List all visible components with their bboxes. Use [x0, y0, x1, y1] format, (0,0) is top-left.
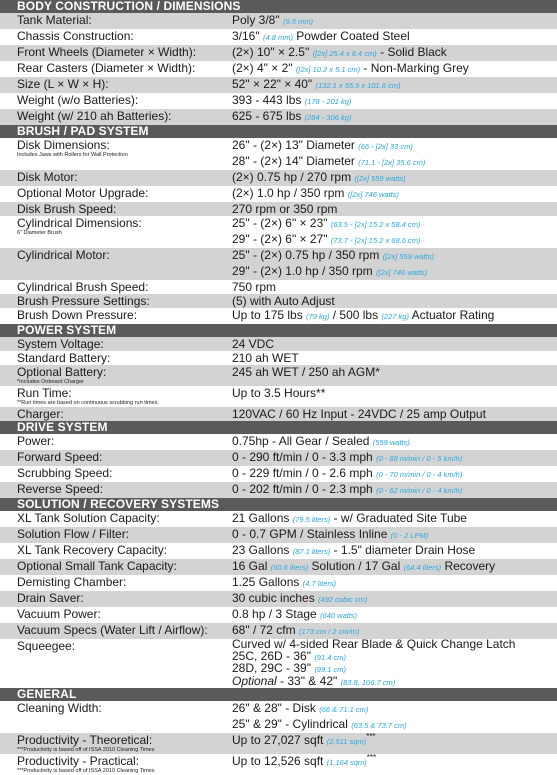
spec-row: [0, 337, 557, 351]
spec-label-cell: [0, 591, 232, 605]
spec-value-cell: [232, 434, 557, 450]
spec-value-text: 393 - 443 lbs: [232, 93, 305, 107]
spec-label: Weight (w/o Batteries):: [17, 93, 139, 107]
metric-conversion: ([2x] 25.4 x 6.4 cm): [312, 49, 377, 58]
spec-value-line: [232, 607, 557, 623]
spec-value-text: ***: [366, 732, 376, 741]
spec-value-text: 25" - (2×) 0.75 hp / 350 rpm: [232, 248, 383, 262]
metric-conversion: (64.4 liters): [403, 563, 442, 572]
spec-value-text: (5) with Auto Adjust: [232, 294, 335, 308]
spec-footnote: *Includes Onboard Charger: [17, 379, 84, 385]
spec-label-cell: [0, 186, 232, 200]
spec-label: Disk Brush Speed:: [17, 202, 117, 216]
spec-row: [0, 365, 557, 386]
spec-row: [0, 754, 557, 775]
spec-label: Brush Down Pressure:: [17, 308, 138, 322]
spec-label-cell: [0, 407, 232, 421]
spec-row: [0, 450, 557, 466]
spec-label-cell: [0, 138, 232, 159]
spec-value-text: 245 ah WET / 250 ah AGM*: [232, 365, 380, 379]
spec-label-cell: [0, 45, 232, 59]
metric-conversion: ([2x] 10.2 x 5.1 cm): [295, 65, 361, 74]
metric-conversion: ([2x] 746 watts): [376, 268, 428, 277]
metric-conversion: (640 watts): [320, 611, 358, 620]
spec-value-text: 210 ah WET: [232, 351, 299, 365]
spec-value-text: 25C, 26D - 36": [232, 648, 315, 663]
spec-value-line: [232, 337, 557, 351]
spec-value-cell: [232, 754, 557, 770]
spec-value-text: Powder Coated Steel: [292, 29, 410, 43]
spec-label: Forward Speed:: [17, 450, 103, 464]
spec-value-cell: [232, 607, 557, 623]
metric-conversion: (79 kg): [306, 312, 330, 321]
spec-value-text: 1.25 Gallons: [232, 575, 303, 589]
spec-value-cell: [232, 45, 557, 61]
spec-row: [0, 482, 557, 498]
spec-value-line: [232, 264, 557, 280]
spec-label-cell: [0, 575, 232, 589]
spec-label-cell: [0, 248, 232, 262]
spec-value-text: Up to 3.5 Hours**: [232, 386, 326, 400]
spec-label-cell: [0, 93, 232, 107]
spec-footnote: Includes Jaws with Rollers for Wall Protection: [17, 152, 128, 158]
spec-label: Disk Dimensions:: [17, 138, 110, 152]
spec-label-cell: [0, 639, 232, 653]
spec-row: [0, 138, 557, 170]
spec-value-line: [232, 482, 557, 498]
spec-value-text: 270 rpm or 350 rpm: [232, 202, 338, 216]
spec-value-text: Up to 12,526 sqft: [232, 754, 327, 768]
metric-conversion: (227 kg): [381, 312, 409, 321]
spec-value-line: [232, 93, 557, 109]
spec-value-text: ***: [366, 753, 377, 762]
spec-label-cell: [0, 623, 232, 637]
spec-label-cell: [0, 351, 232, 365]
spec-label: Drain Saver:: [17, 591, 84, 605]
spec-label-cell: [0, 466, 232, 480]
spec-footnote: ***Productivity is based off of ISSA 2010 Cleaning Times: [17, 747, 155, 753]
spec-label: Charger:: [17, 407, 64, 421]
metric-conversion: (63.5 & 73.7 cm): [351, 721, 407, 730]
spec-label: Scrubbing Speed:: [17, 466, 113, 480]
spec-value-text: 28" - (2×) 14" Diameter: [232, 154, 359, 168]
spec-row: [0, 308, 557, 324]
spec-value-cell: [232, 386, 557, 400]
spec-row: [0, 61, 557, 77]
spec-row: [0, 559, 557, 575]
spec-label: Solution Flow / Filter:: [17, 527, 130, 541]
spec-label: Cylindrical Dimensions:: [17, 216, 142, 230]
spec-value-line: [232, 248, 557, 264]
metric-conversion: ([2x] 559 watts): [382, 252, 434, 261]
spec-value-text: / 500 lbs: [329, 308, 382, 322]
spec-label-cell: [0, 170, 232, 184]
metric-conversion: (178 - 201 kg): [304, 97, 352, 106]
spec-value-line: [232, 450, 557, 466]
spec-value-line: [232, 351, 557, 365]
spec-value-text: Up to 27,027 sqft: [232, 733, 327, 747]
spec-row: [0, 607, 557, 623]
metric-conversion: (60.6 liters): [270, 563, 309, 572]
metric-conversion: (132.1 x 55.9 x 101.6 cm): [315, 81, 401, 90]
spec-value-text: 26" - (2×) 13" Diameter: [232, 138, 359, 152]
spec-value-cell: [232, 77, 557, 93]
spec-value-line: [232, 13, 557, 29]
spec-value-line: [232, 77, 557, 93]
spec-value-line: [232, 717, 557, 733]
spec-label: Front Wheels (Diameter × Width):: [17, 45, 197, 59]
spec-row: [0, 407, 557, 421]
spec-value-line: [232, 733, 557, 749]
spec-value-text: 750 rpm: [232, 280, 277, 294]
metric-conversion: (99.1 cm): [314, 665, 346, 674]
spec-value-line: [232, 29, 557, 45]
metric-conversion: (1,164 sqm): [326, 758, 367, 767]
spec-value-cell: [232, 93, 557, 109]
spec-value-text: Optional: [232, 673, 277, 688]
spec-label: Standard Battery:: [17, 351, 111, 365]
spec-value-line: [232, 138, 557, 154]
spec-value-cell: [232, 466, 557, 482]
spec-value-text: 0 - 202 ft/min / 0 - 2.3 mph: [232, 482, 377, 496]
spec-row: [0, 543, 557, 559]
metric-conversion: (71.1 - [2x] 35.6 cm): [358, 158, 426, 167]
spec-label-cell: [0, 29, 232, 43]
spec-label: Demisting Chamber:: [17, 575, 127, 589]
spec-row: [0, 280, 557, 294]
spec-label-cell: [0, 308, 232, 322]
spec-value-cell: [232, 591, 557, 607]
spec-value-text: 625 - 675 lbs: [232, 109, 305, 123]
spec-value-text: Curved w/ 4-sided Rear Blade & Quick Change Latch: [232, 637, 516, 651]
spec-label-cell: [0, 482, 232, 496]
spec-row: [0, 186, 557, 202]
metric-conversion: (66 - [2x] 33 cm): [358, 142, 413, 151]
spec-value-cell: [232, 13, 557, 29]
spec-value-text: (2×) 0.75 hp / 270 rpm: [232, 170, 355, 184]
spec-value-cell: [232, 170, 557, 186]
spec-value-line: [232, 202, 557, 216]
spec-label-cell: [0, 13, 232, 27]
spec-value-cell: [232, 29, 557, 45]
spec-value-line: [232, 109, 557, 125]
spec-row: [0, 170, 557, 186]
spec-label: Cylindrical Brush Speed:: [17, 280, 149, 294]
spec-row: [0, 216, 557, 248]
spec-value-text: 0 - 229 ft/min / 0 - 2.6 mph: [232, 466, 377, 480]
spec-value-line: [232, 559, 557, 575]
spec-value-text: Up to 175 lbs: [232, 308, 307, 322]
spec-label: System Voltage:: [17, 337, 104, 351]
section-header: SOLUTION / RECOVERY SYSTEMS: [0, 498, 557, 511]
spec-value-text: 26" & 28" - Disk: [232, 701, 320, 715]
spec-value-cell: [232, 365, 557, 379]
spec-row: [0, 45, 557, 61]
spec-label: Optional Battery:: [17, 365, 107, 379]
section-header: BODY CONSTRUCTION / DIMENSIONS: [0, 0, 557, 13]
spec-value-text: (2×) 4" × 2": [232, 61, 296, 75]
spec-value-cell: [232, 407, 557, 421]
spec-value-cell: [232, 280, 557, 294]
spec-value-line: [232, 511, 557, 527]
metric-conversion: (492 cubic cm): [318, 595, 368, 604]
metric-conversion: (4.7 liters): [302, 579, 337, 588]
spec-row: [0, 77, 557, 93]
spec-label-cell: [0, 511, 232, 525]
spec-value-text: 16 Gal: [232, 559, 271, 573]
spec-value-line: [232, 591, 557, 607]
spec-value-line: [232, 232, 557, 248]
section-header: POWER SYSTEM: [0, 324, 557, 337]
spec-value-text: - Solid Black: [376, 45, 447, 59]
spec-value-cell: [232, 639, 557, 688]
spec-value-line: [232, 527, 557, 543]
spec-value-text: 0.8 hp / 3 Stage: [232, 607, 321, 621]
spec-value-cell: [232, 186, 557, 202]
spec-value-text: 25" - (2×) 6" × 23": [232, 216, 331, 230]
spec-label-cell: [0, 434, 232, 448]
spec-value-line: [232, 701, 557, 717]
spec-footnote: ***Productivity is based off of ISSA 2010 Cleaning Times: [17, 768, 155, 774]
metric-conversion: (559 watts): [372, 438, 410, 447]
spec-value-line: [232, 386, 557, 400]
spec-value-line: [232, 186, 557, 202]
spec-value-line: [232, 294, 557, 308]
metric-conversion: (284 - 306 kg): [304, 113, 352, 122]
spec-label: Size (L × W × H):: [17, 77, 109, 91]
spec-value-line: [232, 543, 557, 559]
spec-label: Productivity - Practical:: [17, 754, 140, 768]
spec-value-text: 29" - (2×) 6" × 27": [232, 232, 331, 246]
spec-row: [0, 202, 557, 216]
spec-label: Squeegee:: [17, 639, 76, 653]
metric-conversion: (0 - 62 m/min / 0 - 4 km/h): [376, 486, 463, 495]
spec-label: Tank Material:: [17, 13, 92, 27]
spec-label: XL Tank Recovery Capacity:: [17, 543, 168, 557]
spec-value-line: [232, 466, 557, 482]
spec-label-cell: [0, 607, 232, 621]
metric-conversion: (66 & 71.1 cm): [319, 705, 369, 714]
section-header: DRIVE SYSTEM: [0, 421, 557, 434]
spec-row: [0, 575, 557, 591]
spec-value-text: 120VAC / 60 Hz Input - 24VDC / 25 amp Output: [232, 407, 486, 421]
metric-conversion: (2,511 sqm): [326, 737, 367, 746]
spec-row: [0, 386, 557, 407]
spec-value-text: - w/ Graduated Site Tube: [330, 511, 467, 525]
spec-value-cell: [232, 701, 557, 733]
metric-conversion: (83.8, 106.7 cm): [340, 677, 396, 687]
spec-value-cell: [232, 202, 557, 216]
spec-label: Optional Small Tank Capacity:: [17, 559, 177, 573]
spec-row: [0, 109, 557, 125]
spec-value-text: 25" & 29" - Cylindrical: [232, 717, 352, 731]
metric-conversion: (0 - 2 LPM): [390, 531, 429, 540]
spec-value-line: [232, 61, 557, 77]
spec-label-cell: [0, 216, 232, 237]
spec-value-text: 52" × 22" × 40": [232, 77, 316, 91]
spec-label-cell: [0, 701, 232, 715]
spec-value-line: [232, 308, 557, 324]
spec-label: Weight (w/ 210 ah Batteries):: [17, 109, 172, 123]
spec-value-cell: [232, 61, 557, 77]
spec-value-cell: [232, 351, 557, 365]
spec-value-line: [232, 575, 557, 591]
spec-row: [0, 248, 557, 280]
spec-value-text: 0.75hp - All Gear / Sealed: [232, 434, 373, 448]
spec-value-line: [232, 154, 557, 170]
spec-row: [0, 93, 557, 109]
spec-value-text: - 33" & 42": [276, 673, 341, 688]
spec-value-cell: [232, 248, 557, 280]
spec-label-cell: [0, 202, 232, 216]
spec-row: [0, 639, 557, 688]
spec-value-cell: [232, 109, 557, 125]
spec-value-text: 23 Gallons: [232, 543, 293, 557]
spec-label: Cleaning Width:: [17, 701, 102, 715]
spec-label-cell: [0, 77, 232, 91]
spec-value-line: [232, 365, 557, 379]
spec-label: Run Time:: [17, 386, 72, 400]
spec-row: [0, 733, 557, 754]
spec-value-text: (2×) 1.0 hp / 350 rpm: [232, 186, 348, 200]
spec-label-cell: [0, 543, 232, 557]
spec-value-text: Actuator Rating: [408, 308, 495, 322]
spec-row: [0, 351, 557, 365]
spec-value-line: [232, 754, 557, 770]
spec-value-line: [232, 216, 557, 232]
spec-row: [0, 29, 557, 45]
spec-label: Reverse Speed:: [17, 482, 104, 496]
spec-value-cell: [232, 527, 557, 543]
spec-value-cell: [232, 337, 557, 351]
spec-label: Brush Pressure Settings:: [17, 294, 150, 308]
spec-value-line: [232, 45, 557, 61]
spec-label: Power:: [17, 434, 55, 448]
spec-value-text: 0 - 0.7 GPM / Stainless Inline: [232, 527, 391, 541]
metric-conversion: ([2x] 746 watts): [347, 190, 400, 199]
spec-value-cell: [232, 138, 557, 170]
metric-conversion: (9.5 mm): [282, 17, 313, 26]
metric-conversion: (4.8 mm): [262, 33, 293, 42]
spec-label: Optional Motor Upgrade:: [17, 186, 149, 200]
spec-value-line: [232, 280, 557, 294]
spec-row: [0, 434, 557, 450]
section-header: BRUSH / PAD SYSTEM: [0, 125, 557, 138]
spec-value-cell: [232, 216, 557, 248]
spec-value-text: 28D, 29C - 39": [232, 661, 315, 675]
section-header: GENERAL: [0, 688, 557, 701]
metric-conversion: (0 - 70 m/min / 0 - 4 km/h): [376, 470, 463, 479]
spec-value-line: [232, 434, 557, 450]
spec-label: Rear Casters (Diameter × Width):: [17, 61, 196, 75]
spec-value-text: 0 - 290 ft/min / 0 - 3.3 mph: [232, 450, 377, 464]
spec-label-cell: [0, 754, 232, 775]
spec-row: [0, 466, 557, 482]
metric-conversion: (87.1 liters): [292, 547, 331, 556]
spec-value-cell: [232, 575, 557, 591]
spec-value-text: 30 cubic inches: [232, 591, 319, 605]
spec-label-cell: [0, 733, 232, 754]
spec-row: [0, 511, 557, 527]
spec-row: [0, 591, 557, 607]
spec-value-text: Poly 3/8": [232, 13, 283, 27]
spec-row: [0, 294, 557, 308]
spec-value-cell: [232, 294, 557, 308]
spec-value-text: 29" - (2×) 1.0 hp / 350 rpm: [232, 264, 376, 278]
spec-value-cell: [232, 308, 557, 324]
spec-value-text: - Non-Marking Grey: [360, 61, 469, 75]
spec-label-cell: [0, 386, 232, 407]
spec-value-cell: [232, 450, 557, 466]
spec-label-cell: [0, 337, 232, 351]
metric-conversion: (0 - 88 m/min / 0 - 5 km/h): [376, 454, 463, 463]
spec-label-cell: [0, 559, 232, 573]
spec-value-cell: [232, 733, 557, 749]
metric-conversion: (79.5 liters): [292, 515, 331, 524]
spec-label: Vacuum Specs (Water Lift / Airflow):: [17, 623, 208, 637]
spec-label-cell: [0, 280, 232, 294]
spec-label-cell: [0, 61, 232, 75]
spec-value-cell: [232, 559, 557, 575]
metric-conversion: (173 cm / 2 cm/m): [298, 627, 360, 636]
spec-label-cell: [0, 527, 232, 541]
spec-value-text: 68" / 72 cfm: [232, 623, 299, 637]
spec-footnote: 6" Diameter Brush: [17, 230, 62, 236]
spec-label-cell: [0, 109, 232, 123]
spec-value-text: Recovery: [441, 559, 496, 573]
spec-value-text: (2×) 10" × 2.5": [232, 45, 313, 59]
spec-label: Disk Motor:: [17, 170, 78, 184]
spec-label-cell: [0, 294, 232, 308]
spec-value-text: - 1.5" diameter Drain Hose: [330, 543, 476, 557]
spec-label-cell: [0, 450, 232, 464]
spec-value-line: [232, 407, 557, 421]
spec-value-text: 3/16": [232, 29, 263, 43]
metric-conversion: (63.5 - [2x] 15.2 x 58.4 cm): [330, 220, 421, 229]
spec-value-cell: [232, 543, 557, 559]
spec-value-cell: [232, 482, 557, 498]
spec-label: Vacuum Power:: [17, 607, 101, 621]
metric-conversion: (73.7 - [2x] 15.2 x 68.6 cm): [330, 236, 421, 245]
spec-footnote: **Run times are based on continuous scrubbing run times.: [17, 400, 159, 406]
spec-label: Productivity - Theoretical:: [17, 733, 153, 747]
spec-value-text: 21 Gallons: [232, 511, 293, 525]
spec-value-cell: [232, 511, 557, 527]
spec-value-text: Solution / 17 Gal: [308, 559, 404, 573]
spec-label-cell: [0, 365, 232, 386]
spec-label: XL Tank Solution Capacity:: [17, 511, 160, 525]
metric-conversion: ([2x] 559 watts): [354, 174, 406, 183]
spec-value-text: 24 VDC: [232, 337, 275, 351]
spec-value-line: [232, 170, 557, 186]
spec-row: [0, 13, 557, 29]
spec-label: Chassis Construction:: [17, 29, 134, 43]
spec-value-line: [232, 673, 557, 689]
spec-row: [0, 701, 557, 733]
spec-row: [0, 527, 557, 543]
metric-conversion: (91.4 cm): [314, 652, 346, 662]
spec-label: Cylindrical Motor:: [17, 248, 110, 262]
